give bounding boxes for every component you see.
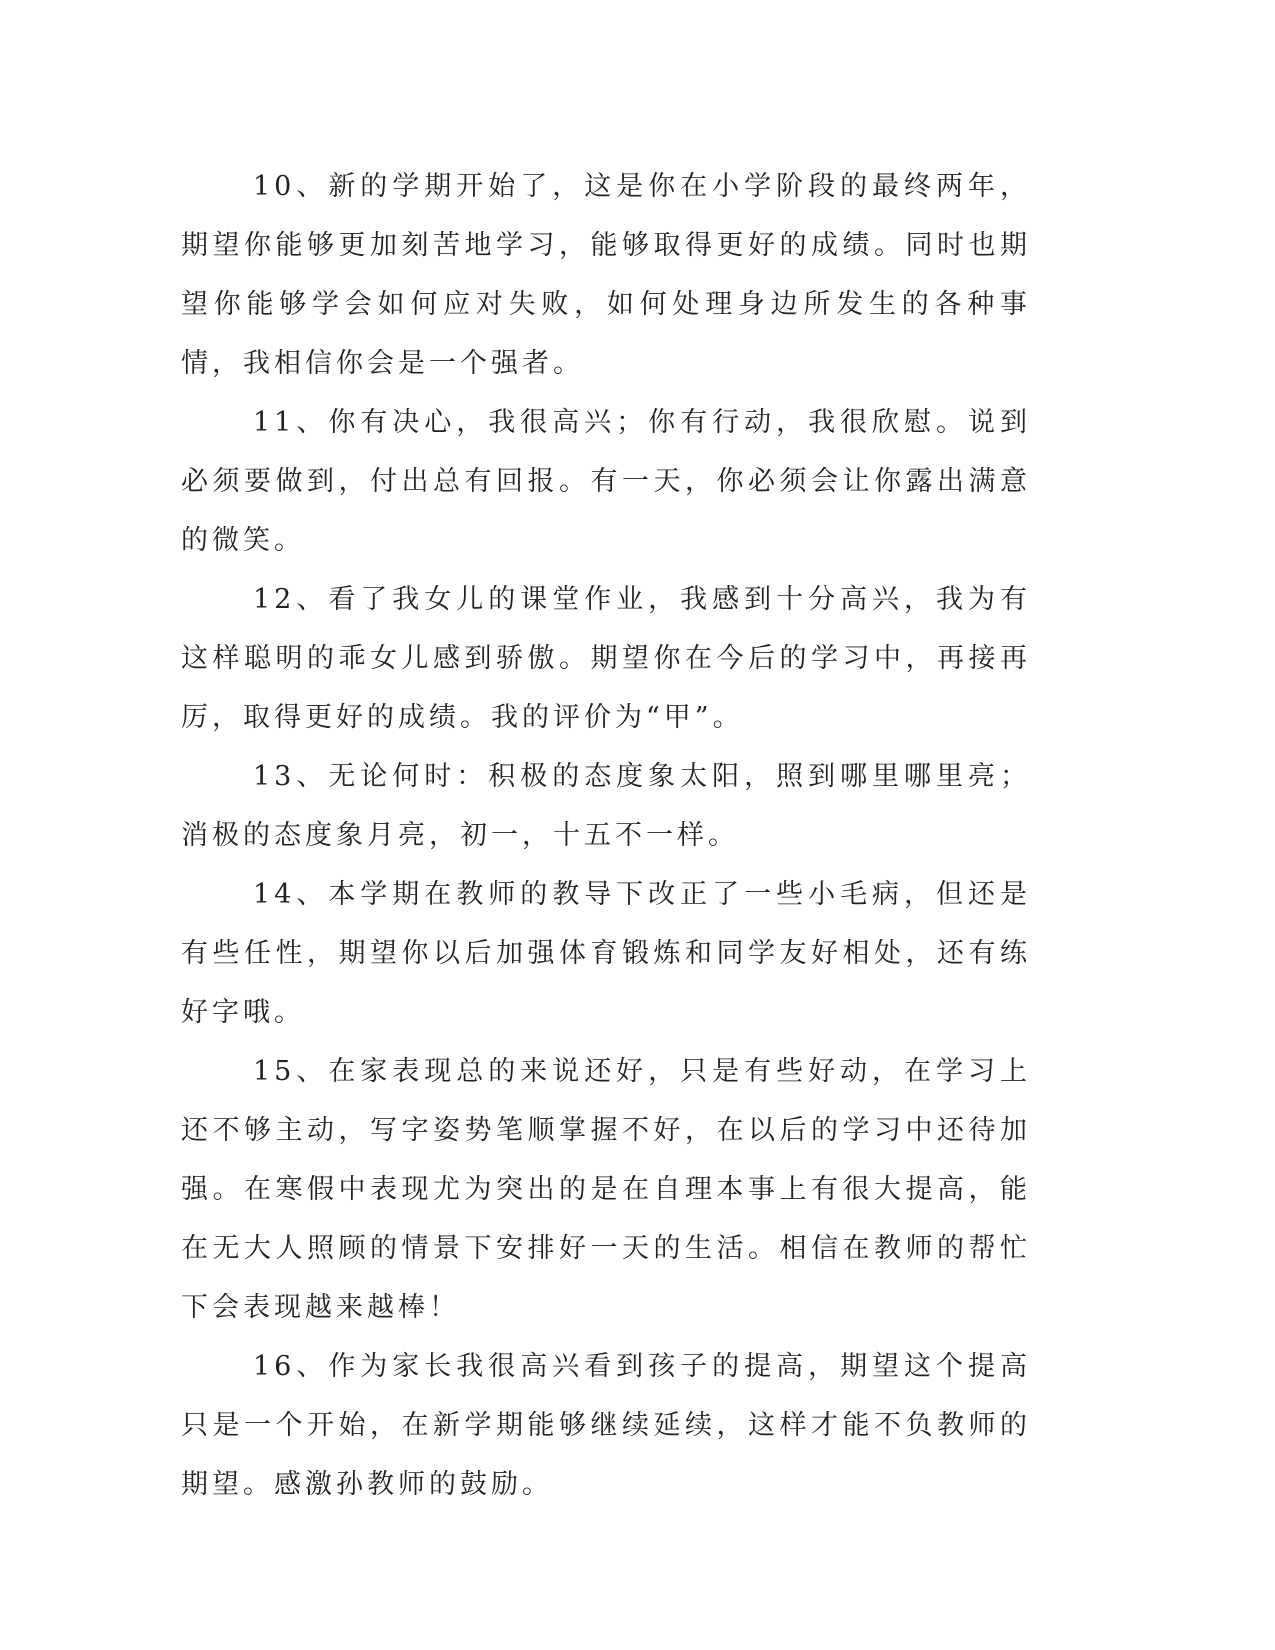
paragraph-11: 11、你有决心，我很高兴；你有行动，我很欣慰。说到必须要做到，付出总有回报。有一天，你必须会让你露出满意的微笑。 (181, 407, 1031, 556)
paragraph-15: 15、在家表现总的来说还好，只是有些好动，在学习上还不够主动，写字姿势笔顺掌握不好，在以后的学习中还待加强。在寒假中表现尤为突出的是在自理本事上有很大提高，能在无大人照顾的情景下安排好一天的生活。相信在教师的帮忙下会表现越来越棒！ (181, 1056, 1031, 1323)
paragraph-13: 13、无论何时：积极的态度象太阳，照到哪里哪里亮；消极的态度象月亮，初一，十五不一样。 (181, 761, 1031, 851)
paragraph-14: 14、本学期在教师的教导下改正了一些小毛病，但还是有些任性，期望你以后加强体育锻炼和同学友好相处，还有练好字哦。 (181, 879, 1031, 1028)
paragraph-16: 16、作为家长我很高兴看到孩子的提高，期望这个提高只是一个开始，在新学期能够继续延续，这样才能不负教师的期望。感激孙教师的鼓励。 (181, 1351, 1031, 1500)
document-body (181, 157, 1031, 1514)
paragraph-10: 10、新的学期开始了，这是你在小学阶段的最终两年，期望你能够更加刻苦地学习，能够取得更好的成绩。同时也期望你能够学会如何应对失败，如何处理身边所发生的各种事情，我相信你会是一个强者。 (181, 171, 1031, 379)
paragraph-12: 12、看了我女儿的课堂作业，我感到十分高兴，我为有这样聪明的乖女儿感到骄傲。期望你在今后的学习中，再接再厉，取得更好的成绩。我的评价为“甲”。 (181, 584, 1031, 733)
